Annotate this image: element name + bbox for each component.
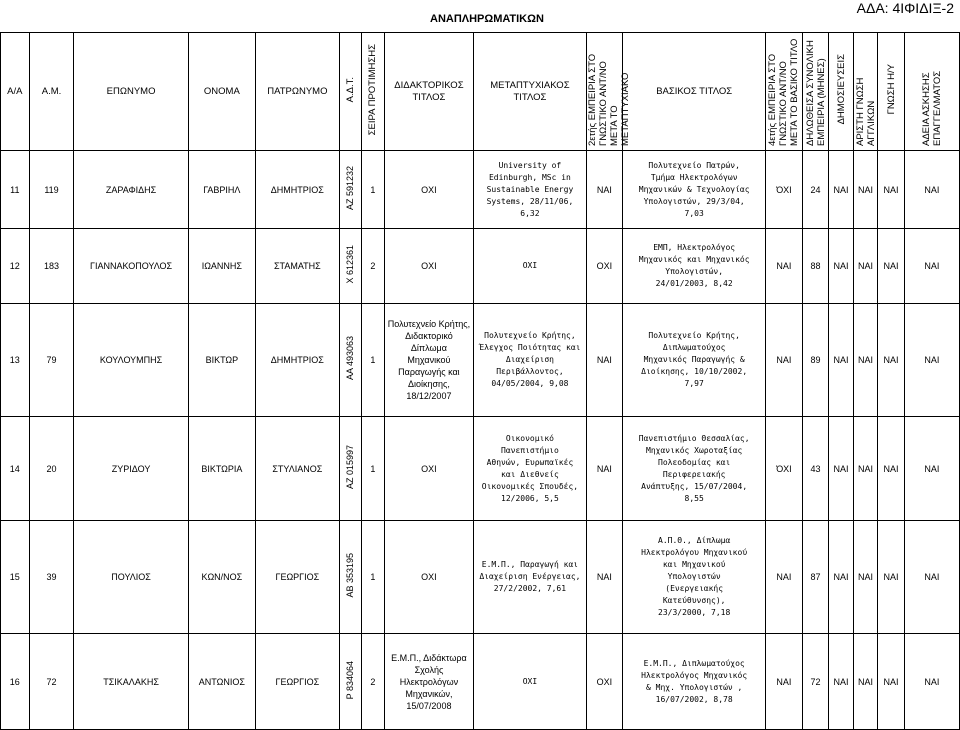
cell-father: ΓΕΩΡΓΙΟΣ [256,634,340,730]
cell-exp4: ΝΑΙ [766,229,803,304]
cell-english: ΝΑΙ [853,304,877,417]
cell-exp4: ΝΑΙ [766,634,803,730]
cell-father: ΣΤΥΛΙΑΝΟΣ [256,417,340,521]
cell-total-exp: 87 [802,521,829,634]
cell-english: ΝΑΙ [853,229,877,304]
col-computer: ΓΝΩΣΗ Η/Υ [878,33,905,151]
cell-total-exp: 43 [802,417,829,521]
cell-computer: ΝΑΙ [878,521,905,634]
cell-basic: Πολυτεχνείο Πατρών, Τμήμα Ηλεκτρολόγων Μηχανικών & Τεχνολογίας Υπολογιστών, 29/3/04, 7,03 [623,151,766,229]
cell-computer: ΝΑΙ [878,634,905,730]
cell-publications: ΝΑΙ [829,229,853,304]
cell-surname: ΤΣΙΚΑΛΑΚΗΣ [74,634,188,730]
cell-msc: ΟΧΙ [474,229,586,304]
cell-total-exp: 72 [802,634,829,730]
cell-father: ΣΤΑΜΑΤΗΣ [256,229,340,304]
cell-exp2: ΟΧΙ [586,229,623,304]
cell-am: 20 [29,417,74,521]
col-name: ΟΝΟΜΑ [188,33,255,151]
col-basic: ΒΑΣΙΚΟΣ ΤΙΤΛΟΣ [623,33,766,151]
cell-priority: 1 [362,304,384,417]
cell-total-exp: 88 [802,229,829,304]
cell-am: 72 [29,634,74,730]
col-father: ΠΑΤΡΩΝΥΜΟ [256,33,340,151]
cell-english: ΝΑΙ [853,521,877,634]
cell-computer: ΝΑΙ [878,229,905,304]
cell-father: ΔΗΜΗΤΡΙΟΣ [256,151,340,229]
cell-surname: ΚΟΥΛΟΥΜΠΗΣ [74,304,188,417]
cell-aa: 16 [1,634,30,730]
cell-publications: ΝΑΙ [829,417,853,521]
cell-basic: Πανεπιστήμιο Θεσσαλίας, Μηχανικός Χωροταξίας Πολεοδομίας και Περιφερειακής Ανάπτυξης, 15/07/2004, 8,55 [623,417,766,521]
cell-exp4: ΝΑΙ [766,521,803,634]
cell-phd: ΟΧΙ [384,151,474,229]
cell-aa: 14 [1,417,30,521]
col-msc: ΜΕΤΑΠΤΥΧΙΑΚΟΣ ΤΙΤΛΟΣ [474,33,586,151]
table-row [1,634,960,730]
cell-adt: Ρ 834064 [339,634,361,730]
cell-am: 39 [29,521,74,634]
cell-surname: ΓΙΑΝΝΑΚΟΠΟΥΛΟΣ [74,229,188,304]
cell-license: ΝΑΙ [904,417,959,521]
header-row [1,33,960,151]
col-exp2: 2ετής ΕΜΠΕΙΡΙΑ ΣΤΟ ΓΝΩΣΤΙΚΟ ΑΝΤ/ΝΟ ΜΕΤΑ ΤΟ ΜΕΤΑΠΤΥΧΙΑΚΟ [586,33,623,151]
cell-exp4: ΌΧΙ [766,151,803,229]
cell-name: ΒΙΚΤΩΡ [188,304,255,417]
cell-priority: 2 [362,229,384,304]
cell-am: 119 [29,151,74,229]
cell-publications: ΝΑΙ [829,634,853,730]
cell-adt: ΑΖ 591232 [339,151,361,229]
cell-phd: ΟΧΙ [384,229,474,304]
cell-priority: 1 [362,521,384,634]
cell-name: ΙΩΑΝΝΗΣ [188,229,255,304]
col-publications: ΔΗΜΟΣΙΕΥΣΕΙΣ [829,33,853,151]
col-aa: Α/Α [1,33,30,151]
col-total-exp: ΔΗΛΩΘΕΙΣΑ ΣΥΝΟΛΙΚΗ ΕΜΠΕΙΡΙΑ (ΜΗΝΕΣ) [802,33,829,151]
ada-code: ΑΔΑ: 4ΙΦΙΔΙΞ-2 [856,0,954,16]
cell-name: ΓΑΒΡΙΗΛ [188,151,255,229]
cell-adt: ΑΖ 015997 [339,417,361,521]
cell-license: ΝΑΙ [904,634,959,730]
cell-father: ΔΗΜΗΤΡΙΟΣ [256,304,340,417]
cell-priority: 1 [362,417,384,521]
cell-computer: ΝΑΙ [878,417,905,521]
col-exp4: 4ετής ΕΜΠΕΙΡΙΑ ΣΤΟ ΓΝΩΣΤΙΚΟ ΑΝΤ/ΝΟ ΜΕΤΑ ΤΟ ΒΑΣΙΚΟ ΤΙΤΛΟ [766,33,803,151]
cell-surname: ΖΥΡΙΔΟΥ [74,417,188,521]
cell-priority: 1 [362,151,384,229]
cell-adt: ΑΒ 353195 [339,521,361,634]
cell-aa: 13 [1,304,30,417]
table-row [1,521,960,634]
cell-name: ΚΩΝ/ΝΟΣ [188,521,255,634]
cell-aa: 11 [1,151,30,229]
col-license: ΑΔΕΙΑ ΑΣΚΗΣΗΣ ΕΠΑΓΓΕΛΜΑΤΟΣ [904,33,959,151]
cell-adt: Χ 612361 [339,229,361,304]
cell-computer: ΝΑΙ [878,151,905,229]
cell-msc: University of Edinburgh, MSc in Sustainable Energy Systems, 28/11/06, 6,32 [474,151,586,229]
cell-english: ΝΑΙ [853,417,877,521]
cell-exp4: ΌΧΙ [766,417,803,521]
col-adt: Α.Δ.Τ. [339,33,361,151]
cell-msc: ΟΧΙ [474,634,586,730]
cell-publications: ΝΑΙ [829,151,853,229]
table-row [1,229,960,304]
cell-aa: 12 [1,229,30,304]
cell-phd: ΟΧΙ [384,521,474,634]
cell-phd: ΟΧΙ [384,417,474,521]
cell-basic: Ε.Μ.Π., Διπλωματούχος Ηλεκτρολόγος Μηχανικός & Μηχ. Υπολογιστών , 16/07/2002, 8,78 [623,634,766,730]
cell-english: ΝΑΙ [853,151,877,229]
cell-msc: Οικονομικό Πανεπιστήμιο Αθηνών, Ευρωπαϊκές και Διεθνείς Οικονομικές Σπουδές, 12/2006, 5,5 [474,417,586,521]
cell-publications: ΝΑΙ [829,521,853,634]
cell-msc: Ε.Μ.Π., Παραγωγή και Διαχείριση Ενέργειας, 27/2/2002, 7,61 [474,521,586,634]
cell-english: ΝΑΙ [853,634,877,730]
candidates-table [0,32,960,730]
col-surname: ΕΠΩΝΥΜΟ [74,33,188,151]
cell-am: 183 [29,229,74,304]
cell-license: ΝΑΙ [904,229,959,304]
cell-basic: ΕΜΠ, Ηλεκτρολόγος Μηχανικός και Μηχανικός Υπολογιστών, 24/01/2003, 8,42 [623,229,766,304]
cell-license: ΝΑΙ [904,521,959,634]
cell-exp2: ΝΑΙ [586,151,623,229]
col-am: Α.Μ. [29,33,74,151]
cell-phd: Ε.Μ.Π., Διδάκτωρα Σχολής Ηλεκτρολόγων Μηχανικών, 15/07/2008 [384,634,474,730]
cell-exp2: ΝΑΙ [586,521,623,634]
cell-exp2: ΝΑΙ [586,417,623,521]
cell-surname: ΖΑΡΑΦΙΔΗΣ [74,151,188,229]
cell-am: 79 [29,304,74,417]
cell-total-exp: 89 [802,304,829,417]
table-row [1,151,960,229]
col-english: ΑΡΙΣΤΗ ΓΝΩΣΗ ΑΓΓΛΙΚΩΝ [853,33,877,151]
cell-name: ΑΝΤΩΝΙΟΣ [188,634,255,730]
cell-priority: 2 [362,634,384,730]
cell-adt: ΑΑ 493063 [339,304,361,417]
cell-publications: ΝΑΙ [829,304,853,417]
cell-exp4: ΝΑΙ [766,304,803,417]
cell-exp2: ΝΑΙ [586,304,623,417]
cell-computer: ΝΑΙ [878,304,905,417]
cell-exp2: ΟΧΙ [586,634,623,730]
cell-total-exp: 24 [802,151,829,229]
cell-license: ΝΑΙ [904,304,959,417]
cell-msc: Πολυτεχνείο Κρήτης, Έλεγχος Ποιότητας και Διαχείριση Περιβάλλοντος, 04/05/2004, 9,08 [474,304,586,417]
document-title: ΑΝΑΠΛΗΡΩΜΑΤΙΚΩΝ [430,13,544,25]
cell-basic: Πολυτεχνείο Κρήτης, Διπλωματούχος Μηχανικός Παραγωγής & Διοίκησης, 10/10/2002, 7,97 [623,304,766,417]
col-phd: ΔΙΔΑΚΤΟΡΙΚΟΣ ΤΙΤΛΟΣ [384,33,474,151]
cell-father: ΓΕΩΡΓΙΟΣ [256,521,340,634]
cell-phd: Πολυτεχνείο Κρήτης, Διδακτορικό Δίπλωμα Μηχανικού Παραγωγής και Διοίκησης, 18/12/2007 [384,304,474,417]
cell-license: ΝΑΙ [904,151,959,229]
cell-aa: 15 [1,521,30,634]
cell-name: ΒΙΚΤΩΡΙΑ [188,417,255,521]
cell-surname: ΠΟΥΛΙΟΣ [74,521,188,634]
cell-basic: Α.Π.Θ., Δίπλωμα Ηλεκτρολόγου Μηχανικού και Μηχανικού Υπολογιστών (Ενεργειακής Κατεύθυνσης), 23/3/2000, 7,18 [623,521,766,634]
table-row [1,417,960,521]
table-row [1,304,960,417]
col-priority: ΣΕΙΡΑ ΠΡΟΤΙΜΗΣΗΣ [362,33,384,151]
